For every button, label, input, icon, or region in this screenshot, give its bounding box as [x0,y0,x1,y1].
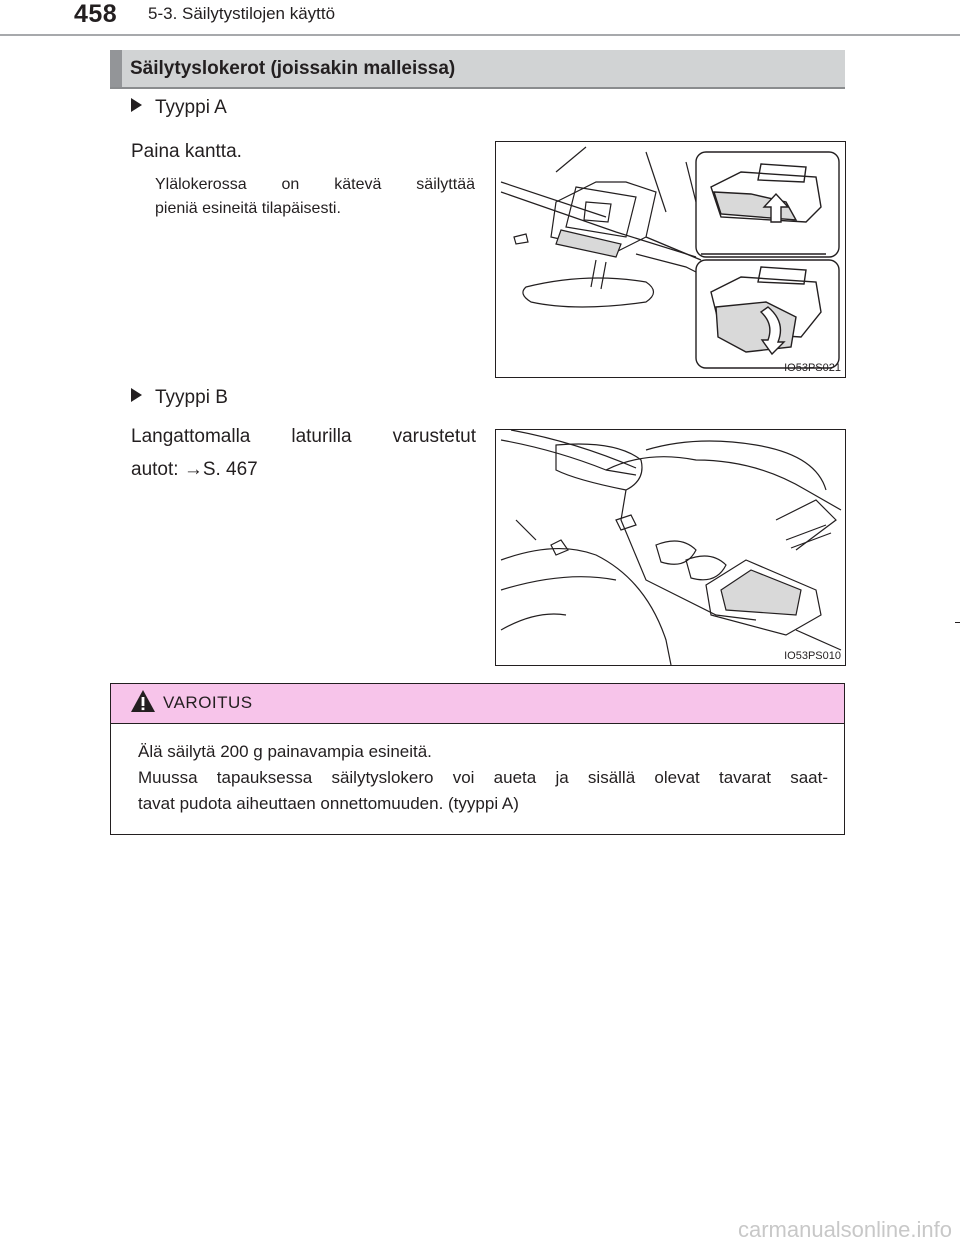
triangle-bullet-icon [131,388,142,402]
overhead-console-figure [495,141,846,378]
center-console-illustration [496,430,845,665]
warning-header [111,684,844,724]
type-b-bullet [131,387,228,409]
chapter-title: 5-3. Säilytystilojen käyttö [148,4,336,23]
type-a-note [155,173,475,221]
edge-tick [955,622,960,623]
header-divider [0,34,960,36]
warning-title: VAROITUS [163,693,253,712]
warning-body [138,739,828,817]
type-a-bullet [131,97,227,119]
warning-line-1: Älä säilytä 200 g painavampia esineitä. [138,742,432,761]
overhead-console-illustration [496,142,845,377]
triangle-bullet-icon [131,98,142,112]
type-a-note-line-1: Ylälokerossa on kätevä säilyttää [155,176,475,193]
center-console-figure [495,429,846,666]
warning-line-3: tavat pudota aiheuttaen onnettomuuden. (tyyppi A) [138,794,519,813]
type-a-label: Tyyppi A [155,97,227,118]
watermark-link[interactable]: carmanualsonline.info [737,1217,952,1242]
section-title: Säilytyslokerot (joissakin malleissa) [130,58,456,79]
warning-triangle-icon [130,689,156,713]
section-heading [110,50,845,89]
section-marker [110,50,122,87]
type-b-line-1: Langattomalla laturilla varustetut [131,426,476,447]
type-b-line-2: autot: →S. 467 [131,459,258,480]
type-b-label: Tyyppi B [155,387,228,408]
warning-box [110,683,845,835]
figure-b-code: IO53PS010 [784,650,841,662]
warning-line-2: Muussa tapauksessa säilytyslokero voi aueta ja sisällä olevat tavarat saat- [138,768,828,787]
type-a-note-line-2: pieniä esineitä tilapäisesti. [155,200,341,217]
page-number: 458 [74,0,118,28]
type-b-text [131,420,476,486]
type-a-instruction: Paina kantta. [131,141,242,162]
figure-a-code: IO53PS021 [784,362,841,374]
